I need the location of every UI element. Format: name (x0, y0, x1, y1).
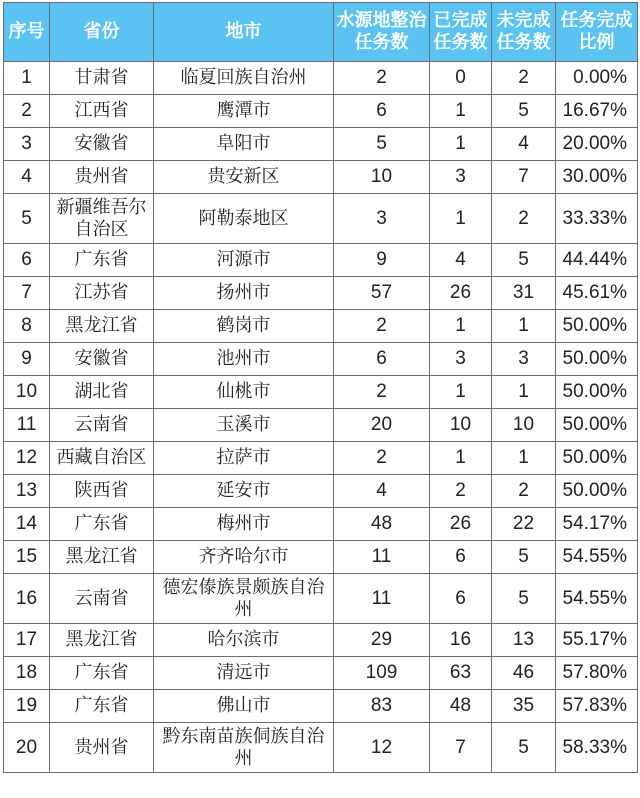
cell-ratio: 0.00% (556, 62, 638, 95)
table-row (4, 475, 638, 508)
cell-city: 清远市 (154, 657, 334, 690)
cell-index: 8 (4, 310, 50, 343)
table-row (4, 310, 638, 343)
cell-ratio: 50.00% (556, 343, 638, 376)
header-todo-tasks (492, 3, 556, 62)
cell-todo-tasks: 22 (492, 508, 556, 541)
cell-todo-tasks: 31 (492, 277, 556, 310)
cell-ratio: 45.61% (556, 277, 638, 310)
table-row (4, 442, 638, 475)
cell-province: 江苏省 (50, 277, 154, 310)
table-row (4, 723, 638, 773)
cell-index: 17 (4, 624, 50, 657)
cell-total-tasks: 29 (334, 624, 430, 657)
cell-total-tasks: 10 (334, 161, 430, 194)
table-row (4, 657, 638, 690)
cell-ratio: 33.33% (556, 194, 638, 244)
cell-done-tasks: 1 (430, 310, 492, 343)
cell-ratio: 50.00% (556, 442, 638, 475)
cell-todo-tasks: 2 (492, 62, 556, 95)
cell-index: 5 (4, 194, 50, 244)
table-row (4, 95, 638, 128)
cell-total-tasks: 20 (334, 409, 430, 442)
cell-province: 广东省 (50, 508, 154, 541)
table-row (4, 194, 638, 244)
cell-total-tasks: 3 (334, 194, 430, 244)
cell-todo-tasks: 5 (492, 95, 556, 128)
cell-total-tasks: 2 (334, 442, 430, 475)
cell-done-tasks: 4 (430, 244, 492, 277)
header-city-line: 地市 (225, 21, 262, 42)
cell-todo-tasks: 46 (492, 657, 556, 690)
cell-total-tasks: 2 (334, 310, 430, 343)
cell-province: 新疆维吾尔自治区 (50, 194, 154, 244)
cell-index: 6 (4, 244, 50, 277)
cell-city: 拉萨市 (154, 442, 334, 475)
table-row (4, 161, 638, 194)
cell-city: 阜阳市 (154, 128, 334, 161)
cell-ratio: 57.80% (556, 657, 638, 690)
cell-done-tasks: 1 (430, 376, 492, 409)
header-ratio (556, 3, 638, 62)
cell-city: 哈尔滨市 (154, 624, 334, 657)
cell-city: 黔东南苗族侗族自治州 (154, 723, 334, 773)
cell-total-tasks: 6 (334, 95, 430, 128)
cell-province: 黑龙江省 (50, 624, 154, 657)
cell-todo-tasks: 35 (492, 690, 556, 723)
cell-index: 1 (4, 62, 50, 95)
cell-ratio: 50.00% (556, 409, 638, 442)
cell-todo-tasks: 13 (492, 624, 556, 657)
cell-total-tasks: 4 (334, 475, 430, 508)
cell-total-tasks: 5 (334, 128, 430, 161)
cell-todo-tasks: 5 (492, 541, 556, 574)
header-index (4, 3, 50, 62)
cell-done-tasks: 16 (430, 624, 492, 657)
table-row (4, 541, 638, 574)
cell-total-tasks: 11 (334, 541, 430, 574)
cell-province: 安徽省 (50, 343, 154, 376)
cell-index: 3 (4, 128, 50, 161)
cell-ratio: 54.17% (556, 508, 638, 541)
cell-todo-tasks: 5 (492, 723, 556, 773)
cell-city: 梅州市 (154, 508, 334, 541)
cell-total-tasks: 12 (334, 723, 430, 773)
cell-done-tasks: 1 (430, 442, 492, 475)
cell-index: 11 (4, 409, 50, 442)
header-total-tasks-line: 任务数 (354, 32, 409, 53)
header-row (4, 3, 638, 62)
cell-todo-tasks: 7 (492, 161, 556, 194)
cell-total-tasks: 2 (334, 376, 430, 409)
cell-index: 19 (4, 690, 50, 723)
table-row (4, 343, 638, 376)
cell-done-tasks: 48 (430, 690, 492, 723)
cell-todo-tasks: 1 (492, 442, 556, 475)
table-header (4, 3, 638, 62)
table-row (4, 624, 638, 657)
header-ratio-line: 任务完成 (560, 10, 633, 31)
cell-ratio: 54.55% (556, 541, 638, 574)
cell-index: 20 (4, 723, 50, 773)
header-done-tasks-line: 已完成 (433, 10, 488, 31)
cell-ratio: 50.00% (556, 310, 638, 343)
cell-city: 阿勒泰地区 (154, 194, 334, 244)
cell-todo-tasks: 4 (492, 128, 556, 161)
cell-province: 黑龙江省 (50, 310, 154, 343)
cell-done-tasks: 6 (430, 574, 492, 624)
cell-done-tasks: 3 (430, 343, 492, 376)
header-province (50, 3, 154, 62)
table-row (4, 244, 638, 277)
header-todo-tasks-line: 未完成 (496, 10, 551, 31)
cell-done-tasks: 6 (430, 541, 492, 574)
cell-ratio: 30.00% (556, 161, 638, 194)
cell-province: 贵州省 (50, 723, 154, 773)
header-city (154, 3, 334, 62)
cell-done-tasks: 3 (430, 161, 492, 194)
cell-index: 15 (4, 541, 50, 574)
cell-done-tasks: 7 (430, 723, 492, 773)
cell-done-tasks: 26 (430, 277, 492, 310)
cell-done-tasks: 10 (430, 409, 492, 442)
cell-todo-tasks: 5 (492, 574, 556, 624)
cell-city: 贵安新区 (154, 161, 334, 194)
cell-done-tasks: 2 (430, 475, 492, 508)
cell-total-tasks: 6 (334, 343, 430, 376)
cell-todo-tasks: 2 (492, 475, 556, 508)
cell-province: 广东省 (50, 657, 154, 690)
cell-done-tasks: 26 (430, 508, 492, 541)
header-index-line: 序号 (8, 21, 45, 42)
cell-total-tasks: 57 (334, 277, 430, 310)
cell-city: 扬州市 (154, 277, 334, 310)
cell-province: 云南省 (50, 574, 154, 624)
cell-todo-tasks: 5 (492, 244, 556, 277)
cell-index: 4 (4, 161, 50, 194)
header-done-tasks (430, 3, 492, 62)
cell-province: 广东省 (50, 244, 154, 277)
cell-province: 陕西省 (50, 475, 154, 508)
cell-total-tasks: 48 (334, 508, 430, 541)
cell-todo-tasks: 3 (492, 343, 556, 376)
cell-todo-tasks: 1 (492, 310, 556, 343)
cell-ratio: 55.17% (556, 624, 638, 657)
cell-todo-tasks: 1 (492, 376, 556, 409)
cell-city: 德宏傣族景颇族自治州 (154, 574, 334, 624)
header-total-tasks (334, 3, 430, 62)
header-ratio-line: 比例 (578, 32, 615, 53)
cell-done-tasks: 1 (430, 194, 492, 244)
cell-province: 广东省 (50, 690, 154, 723)
header-province-line: 省份 (83, 21, 120, 42)
cell-index: 16 (4, 574, 50, 624)
cell-done-tasks: 63 (430, 657, 492, 690)
cell-city: 玉溪市 (154, 409, 334, 442)
table-row (4, 508, 638, 541)
cell-city: 齐齐哈尔市 (154, 541, 334, 574)
cell-province: 西藏自治区 (50, 442, 154, 475)
header-total-tasks-line: 水源地整治 (336, 10, 427, 31)
table-body (4, 62, 638, 773)
water-source-task-table (3, 2, 638, 773)
cell-ratio: 54.55% (556, 574, 638, 624)
cell-city: 鹰潭市 (154, 95, 334, 128)
cell-todo-tasks: 2 (492, 194, 556, 244)
cell-total-tasks: 109 (334, 657, 430, 690)
cell-province: 湖北省 (50, 376, 154, 409)
cell-ratio: 58.33% (556, 723, 638, 773)
cell-done-tasks: 1 (430, 95, 492, 128)
table-row (4, 128, 638, 161)
cell-city: 池州市 (154, 343, 334, 376)
table-row (4, 277, 638, 310)
cell-index: 2 (4, 95, 50, 128)
cell-province: 贵州省 (50, 161, 154, 194)
cell-index: 10 (4, 376, 50, 409)
header-done-tasks-line: 任务数 (433, 32, 488, 53)
cell-city: 临夏回族自治州 (154, 62, 334, 95)
cell-index: 13 (4, 475, 50, 508)
cell-province: 云南省 (50, 409, 154, 442)
cell-index: 7 (4, 277, 50, 310)
cell-ratio: 44.44% (556, 244, 638, 277)
header-todo-tasks-line: 任务数 (496, 32, 551, 53)
cell-city: 鹤岗市 (154, 310, 334, 343)
cell-total-tasks: 11 (334, 574, 430, 624)
cell-index: 9 (4, 343, 50, 376)
cell-city: 延安市 (154, 475, 334, 508)
cell-done-tasks: 0 (430, 62, 492, 95)
cell-ratio: 57.83% (556, 690, 638, 723)
cell-total-tasks: 9 (334, 244, 430, 277)
table-row (4, 62, 638, 95)
cell-ratio: 50.00% (556, 475, 638, 508)
table-row (4, 574, 638, 624)
cell-ratio: 20.00% (556, 128, 638, 161)
cell-total-tasks: 2 (334, 62, 430, 95)
cell-province: 黑龙江省 (50, 541, 154, 574)
table-row (4, 690, 638, 723)
table-row (4, 409, 638, 442)
cell-ratio: 50.00% (556, 376, 638, 409)
table-row (4, 376, 638, 409)
cell-done-tasks: 1 (430, 128, 492, 161)
cell-city: 河源市 (154, 244, 334, 277)
cell-ratio: 16.67% (556, 95, 638, 128)
cell-todo-tasks: 10 (492, 409, 556, 442)
cell-city: 仙桃市 (154, 376, 334, 409)
cell-index: 12 (4, 442, 50, 475)
cell-province: 江西省 (50, 95, 154, 128)
cell-total-tasks: 83 (334, 690, 430, 723)
cell-index: 18 (4, 657, 50, 690)
cell-city: 佛山市 (154, 690, 334, 723)
cell-index: 14 (4, 508, 50, 541)
cell-province: 安徽省 (50, 128, 154, 161)
cell-province: 甘肃省 (50, 62, 154, 95)
